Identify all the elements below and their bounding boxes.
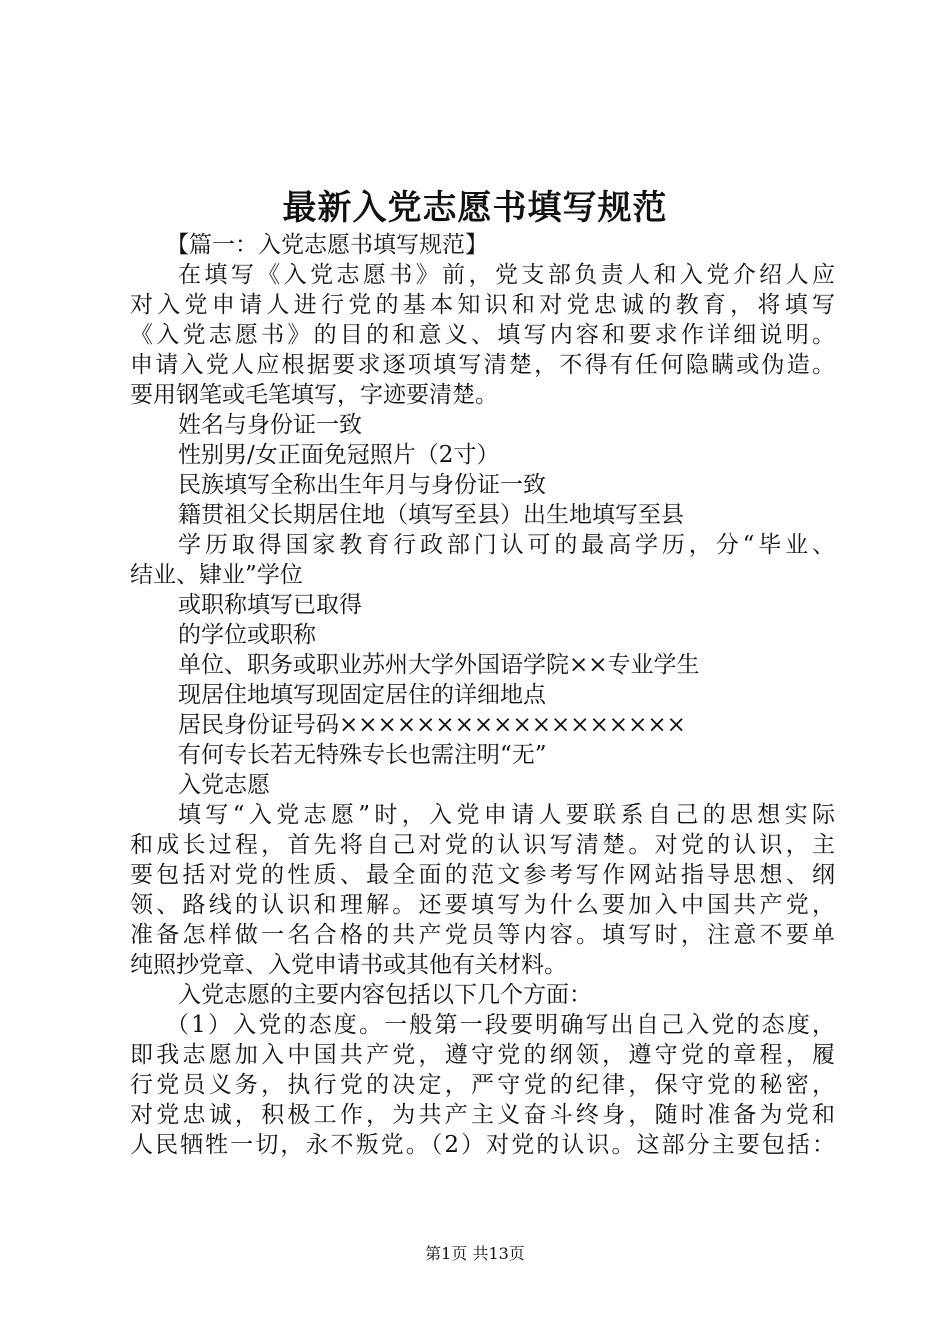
form-field-line: 结业、肄业”学位 (130, 562, 303, 588)
paragraph-line: 人民牺牲一切，永不叛党。（2）对党的认识。这部分主要包括： (130, 1132, 835, 1158)
subsection-heading: 入党志愿 (178, 772, 270, 798)
form-field-line: 学历取得国家教育行政部门认可的最高学历，分“毕业、 (178, 532, 835, 558)
paragraph-line: 准备怎样做一名合格的共产党员等内容。填写时，注意不要单 (130, 922, 835, 948)
paragraph-line: 在填写《入党志愿书》前，党支部负责人和入党介绍人应 (178, 262, 835, 288)
form-field-line: 单位、职务或职业苏州大学外国语学院××专业学生 (178, 652, 700, 678)
paragraph-line: 和成长过程，首先将自己对党的认识写清楚。对党的认识，主 (130, 832, 835, 858)
document-body (130, 230, 835, 1160)
paragraph-line: 申请入党人应根据要求逐项填写清楚，不得有任何隐瞒或伪造。 (130, 352, 835, 378)
form-field-line: 性别男/女正面免冠照片（2寸） (178, 442, 500, 468)
form-field-line: 有何专长若无特殊专长也需注明“无” (178, 742, 547, 768)
form-field-line: 现居住地填写现固定居住的详细地点 (178, 682, 546, 708)
form-field-line: 姓名与身份证一致 (178, 412, 362, 438)
paragraph-line: 《入党志愿书》的目的和意义、填写内容和要求作详细说明。 (130, 322, 835, 348)
paragraph-line: 对入党申请人进行党的基本知识和对党忠诚的教育，将填写 (130, 292, 835, 318)
paragraph-line: 填写“入党志愿”时，入党申请人要联系自己的思想实际 (178, 802, 835, 828)
form-field-line: 的学位或职称 (178, 622, 316, 648)
paragraph-line: 领、路线的认识和理解。还要填写为什么要加入中国共产党， (130, 892, 835, 918)
page-number-footer: 第1页 共13页 (425, 1244, 525, 1263)
paragraph-line: 入党志愿的主要内容包括以下几个方面： (178, 982, 592, 1008)
paragraph-line: 纯照抄党章、入党申请书或其他有关材料。 (130, 952, 567, 978)
paragraph-line: 行党员义务，执行党的决定，严守党的纪律，保守党的秘密， (130, 1072, 835, 1098)
form-field-line: 或职称填写已取得 (178, 592, 362, 618)
form-field-line: 籍贯祖父长期居住地（填写至县）出生地填写至县 (178, 502, 684, 528)
paragraph-line: 对党忠诚，积极工作，为共产主义奋斗终身，随时准备为党和 (130, 1102, 835, 1128)
paragraph-line: 要用钢笔或毛笔填写，字迹要清楚。 (130, 382, 498, 408)
form-field-line: 居民身份证号码×××××××××××××××××× (178, 712, 686, 738)
paragraph-line: 即我志愿加入中国共产党，遵守党的纲领，遵守党的章程，履 (130, 1042, 835, 1068)
section-heading: 【篇一：入党志愿书填写规范】 (166, 232, 488, 258)
paragraph-line: 要包括对党的性质、最全面的范文参考写作网站指导思想、纲 (130, 862, 835, 888)
form-field-line: 民族填写全称出生年月与身份证一致 (178, 472, 546, 498)
paragraph-line: （1）入党的态度。一般第一段要明确写出自己入党的态度， (166, 1012, 835, 1038)
document-title: 最新入党志愿书填写规范 (282, 188, 668, 228)
